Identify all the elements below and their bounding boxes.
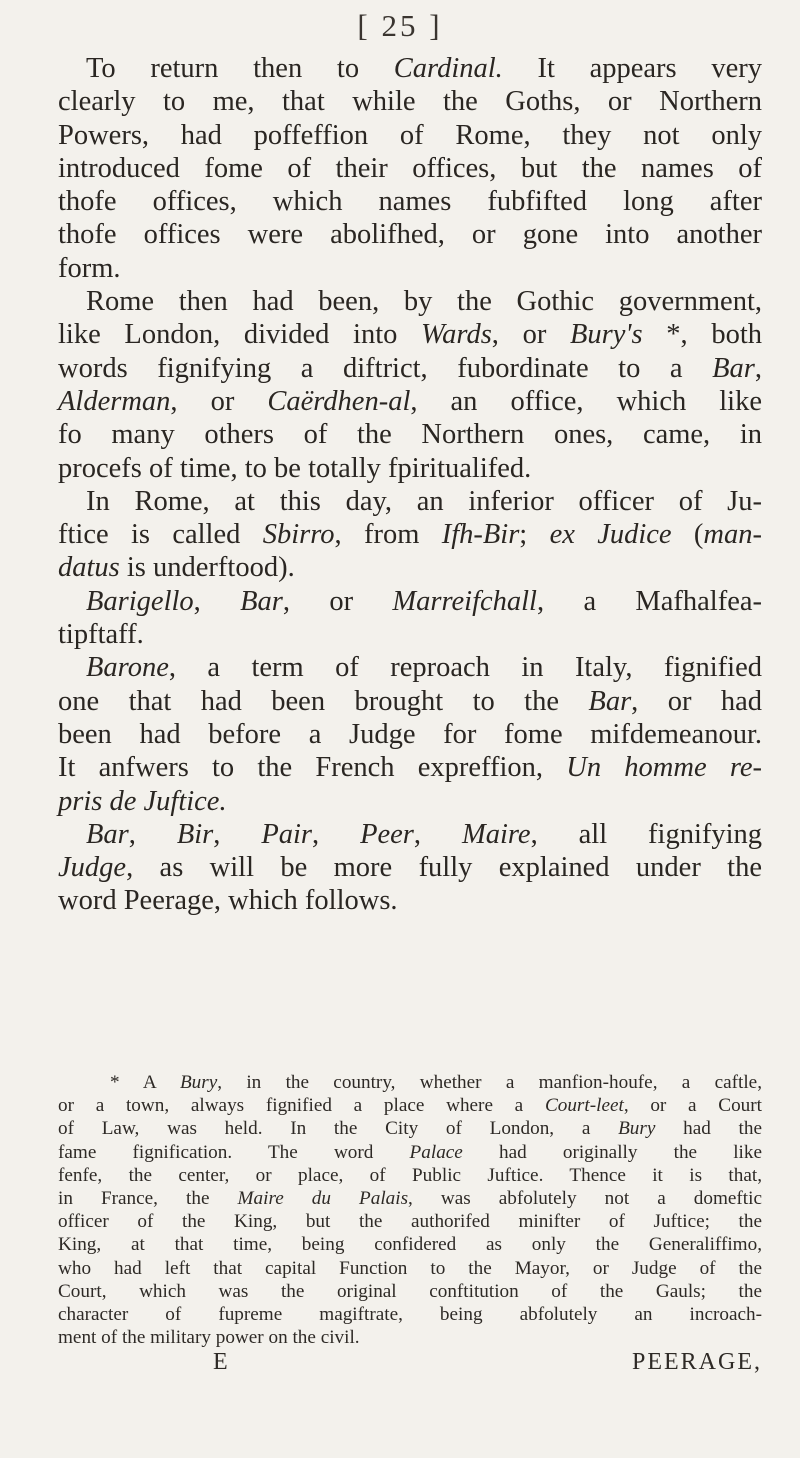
text-run: Rome then had been, by the Gothic government, <box>86 286 762 318</box>
text-run: , <box>413 818 462 850</box>
text-run: had originally the like <box>462 1141 762 1163</box>
italic-text: Caërdhen-al <box>267 385 411 417</box>
text-run: who had left that capital Function to the Mayor, or Judge of the <box>58 1257 762 1279</box>
text-run: , <box>213 818 262 850</box>
text-line <box>58 718 762 751</box>
text-run: Powers, had poffeffion of Rome, they not only <box>58 119 762 151</box>
text-line <box>58 884 762 917</box>
italic-text: Maire du Palais <box>237 1188 409 1210</box>
text-run: , in the country, whether a manfion-houfe, a caftle, <box>217 1072 762 1093</box>
text-line <box>58 218 762 251</box>
text-run: *, both <box>642 319 763 351</box>
italic-text: Bury <box>618 1118 656 1140</box>
italic-text: Bar <box>86 818 129 850</box>
text-line <box>58 119 762 152</box>
text-line <box>58 751 762 784</box>
italic-text: Bury's <box>570 319 643 351</box>
italic-text: Marreifchall <box>392 585 537 617</box>
text-line <box>58 385 762 418</box>
italic-text: Ifh-Bir <box>441 519 520 551</box>
text-run: ftice is called <box>58 519 263 551</box>
text-line <box>58 618 762 651</box>
italic-text: pris de Juftice. <box>58 785 227 817</box>
text-line <box>58 518 762 551</box>
footnote-line <box>58 1303 762 1326</box>
text-run: To return then to <box>86 53 394 84</box>
footnote-line <box>58 1326 762 1349</box>
text-run: , from <box>334 519 442 551</box>
text-run: In Rome, at this day, an inferior officer of Ju- <box>86 485 762 517</box>
italic-text: Bury <box>179 1072 218 1093</box>
footnote-line <box>58 1187 762 1210</box>
text-run: thofe offices, which names fubfifted long after <box>58 186 762 218</box>
text-line <box>58 851 762 884</box>
text-run: , as will be more fully explained under the <box>126 852 762 884</box>
text-run: ; <box>519 519 550 551</box>
italic-text: Barigello <box>86 585 194 617</box>
italic-text: Sbirro <box>262 519 335 551</box>
text-run: fenfe, the center, or place, of Public Juftice. Thence it is that, <box>58 1164 762 1186</box>
italic-text: Peer <box>360 818 414 850</box>
text-run: It anfwers to the French expreffion, <box>58 752 567 784</box>
italic-text: Maire <box>461 818 531 850</box>
text-run: , a term of reproach in Italy, fignified <box>168 652 762 684</box>
italic-text: Judge <box>58 852 127 884</box>
text-line <box>58 85 762 118</box>
text-line <box>58 252 762 285</box>
text-run: , all fignifying <box>530 818 763 850</box>
italic-text: Alderman <box>58 385 171 417</box>
text-run: of Law, was held. In the City of London, a <box>58 1118 619 1140</box>
text-run: thofe offices were abolifhed, or gone into another <box>58 219 762 251</box>
text-run: , <box>312 818 361 850</box>
text-line <box>58 485 762 518</box>
text-line <box>58 818 762 851</box>
text-run: * A <box>110 1072 180 1093</box>
text-run: officer of the King, but the authorifed minifter of Juftice; the <box>58 1211 762 1233</box>
text-run: form. <box>58 252 121 284</box>
text-run: had the <box>655 1118 762 1140</box>
text-run: ment of the military power on the civil. <box>58 1327 360 1349</box>
italic-text: Un homme re- <box>566 752 762 784</box>
italic-text: datus <box>58 552 120 584</box>
text-run: , or had <box>631 685 763 717</box>
text-run: , a Mafhalfea- <box>536 585 762 617</box>
text-line <box>58 52 762 85</box>
text-run: fo many others of the Northern ones, came, in <box>58 419 762 451</box>
text-run: , <box>754 352 762 384</box>
footnote-line <box>58 1257 762 1280</box>
italic-text: Palace <box>409 1141 463 1163</box>
text-run: one that had been brought to the <box>58 685 589 717</box>
text-run: like London, divided into <box>58 319 422 351</box>
text-line <box>58 551 762 584</box>
signature-mark: E <box>213 1349 230 1376</box>
text-run: ( <box>671 519 704 551</box>
text-run: procefs of time, to be totally fpiritualifed. <box>58 452 532 484</box>
italic-text: Bar <box>240 585 283 617</box>
footnote-line <box>58 1210 762 1233</box>
text-line <box>58 285 762 318</box>
text-line <box>58 418 762 451</box>
text-line <box>58 318 762 351</box>
text-run: introduced fome of their offices, but the names of <box>58 152 762 184</box>
text-line <box>58 785 762 818</box>
page-foot <box>58 1351 762 1374</box>
text-run: tipftaff. <box>58 619 144 651</box>
text-run: , or a Court <box>623 1095 762 1117</box>
text-run: been had before a Judge for fome mifdemeanour. <box>58 718 762 750</box>
italic-text: man- <box>703 519 762 551</box>
footnote-line <box>58 1094 762 1117</box>
text-run: in France, the <box>58 1188 238 1210</box>
footnote-line <box>58 1164 762 1187</box>
italic-text: Court-leet <box>544 1095 624 1117</box>
text-run: character of fupreme magiftrate, being abfolutely an incroach- <box>58 1304 762 1326</box>
page-number: [ 25 ] <box>357 8 443 43</box>
text-run: , <box>193 585 241 617</box>
text-run: , or <box>491 319 571 351</box>
text-run: word Peerage, which follows. <box>58 885 398 917</box>
text-line <box>58 152 762 185</box>
text-run: , or <box>170 385 268 417</box>
text-line <box>58 651 762 684</box>
italic-text: Pair <box>261 818 312 850</box>
text-run: , or <box>282 585 393 617</box>
text-run: , an office, which like <box>410 385 762 417</box>
text-run: Court, which was the original conftitution of the Gauls; the <box>58 1280 762 1302</box>
italic-text: Bir <box>176 818 214 850</box>
text-line <box>58 685 762 718</box>
text-run: , was abfolutely not a domeftic <box>408 1188 762 1210</box>
italic-text: Bar <box>712 352 755 384</box>
text-line <box>58 185 762 218</box>
footnote-line <box>58 1280 762 1303</box>
text-run: It appears very <box>502 53 762 84</box>
footnote-line <box>58 1071 762 1094</box>
footnote-line <box>58 1233 762 1256</box>
catchword: PEERAGE, <box>632 1349 762 1376</box>
text-run: clearly to me, that while the Goths, or Northern <box>58 86 762 118</box>
text-run: , <box>128 818 177 850</box>
italic-text: ex Judice <box>549 519 672 551</box>
footnote <box>58 1071 762 1375</box>
footnote-line <box>58 1141 762 1164</box>
text-line <box>58 585 762 618</box>
footnote-line <box>58 1117 762 1140</box>
text-line <box>58 452 762 485</box>
text-run: fame fignification. The word <box>58 1141 410 1163</box>
text-run: words fignifying a diftrict, fubordinate to a <box>58 352 713 384</box>
italic-text: Cardinal. <box>393 53 503 84</box>
italic-text: Wards <box>421 319 492 351</box>
main-text <box>58 52 762 918</box>
text-line <box>58 352 762 385</box>
text-run: or a town, always fignified a place where a <box>58 1095 545 1117</box>
text-run: King, at that time, being confidered as only the Generaliffimo, <box>58 1234 762 1256</box>
italic-text: Barone <box>86 652 169 684</box>
text-run: is underftood). <box>119 552 295 584</box>
footnote-text <box>58 1071 762 1349</box>
italic-text: Bar <box>588 685 632 717</box>
